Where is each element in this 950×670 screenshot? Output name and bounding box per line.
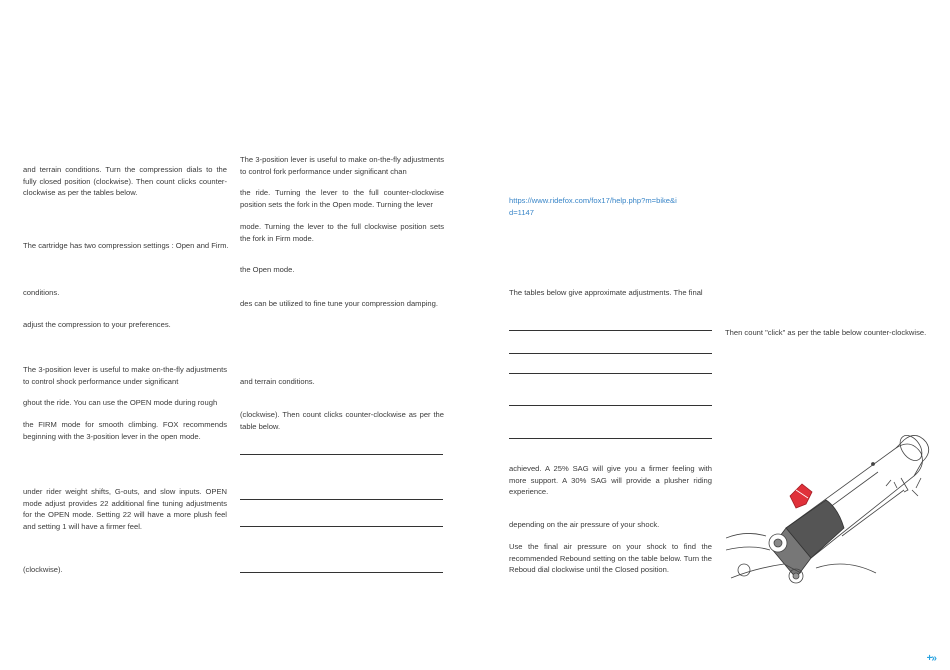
col1-text-conditions: conditions.: [23, 288, 60, 297]
col3-table-rule-3: [509, 373, 712, 374]
col1-text-terrain: and terrain conditions. Turn the compression dials to the fully closed position (clockwise). Then count clicks counter-clockwise as per the tables below.: [23, 165, 227, 198]
col2-table-rule-2: [240, 499, 443, 500]
col3-table-rule-4: [509, 405, 712, 406]
next-page-icon[interactable]: +»: [926, 653, 936, 664]
col2-text-lever: The 3-position lever is useful to make on-the-fly adjustments to control fork performance under significant chan: [240, 155, 444, 176]
col1-text-open-adjust: under rider weight shifts, G-outs, and slow inputs. OPEN mode adjust provides 22 additional fine tuning adjustments for the OPEN mode. Setting 22 will have a more plush feel and setting 1 will have a firmer feel.: [23, 487, 227, 531]
col1-text-cartridge: The cartridge has two compression settings : Open and Firm.: [23, 241, 229, 250]
col3-text-sag: achieved. A 25% SAG will give you a firmer feeling with more support. A 30% SAG will provide a plusher riding experience.: [509, 464, 712, 497]
col1-text-adjust: adjust the compression to your preferences.: [23, 320, 171, 329]
col1-text-open-mode: ghout the ride. You can use the OPEN mode during rough: [23, 398, 218, 407]
col3-table-rule-1: [509, 330, 712, 331]
col3-text-pressure: depending on the air pressure of your shock.: [509, 520, 660, 529]
col2-table-rule-3: [240, 526, 443, 527]
col2-text-damping: des can be utilized to fine tune your compression damping.: [240, 299, 438, 308]
col4-text-click: Then count "click" as per the table below counter-clockwise.: [725, 328, 927, 337]
col1-text-lever: The 3-position lever is useful to make on-the-fly adjustments to control shock performance under significant: [23, 365, 227, 386]
col1-text-clockwise: (clockwise).: [23, 565, 63, 574]
col2-text-clicks: (clockwise). Then count clicks counter-clockwise as per the table below.: [240, 410, 444, 431]
col3-table-rule-2: [509, 353, 712, 354]
col2-table-rule-1: [240, 454, 443, 455]
col3-table-rule-5: [509, 438, 712, 439]
col2-text-terrain: and terrain conditions.: [240, 377, 315, 386]
col2-text-open: the ride. Turning the lever to the full counter-clockwise position sets the fork in the Open mode. Turning the lever: [240, 188, 444, 209]
col2-text-firm: mode. Turning the lever to the full clockwise position sets the fork in Firm mode.: [240, 222, 444, 243]
col3-text-rebound: Use the final air pressure on your shock to find the recommended Rebound setting on the table below. Turn the Reboud dial clockwise until the Closed position.: [509, 542, 712, 575]
col2-text-open-mode: the Open mode.: [240, 265, 295, 274]
col2-table-rule-4: [240, 572, 443, 573]
col3-text-tables: The tables below give approximate adjustments. The final: [509, 288, 703, 297]
rear-shock-illustration-icon: [726, 418, 936, 593]
help-link[interactable]: https://www.ridefox.com/fox17/help.php?m=bike&id=1147: [509, 196, 677, 217]
col1-text-firm-mode: the FIRM mode for smooth climbing. FOX recommends beginning with the 3-position lever in the open mode.: [23, 420, 227, 441]
